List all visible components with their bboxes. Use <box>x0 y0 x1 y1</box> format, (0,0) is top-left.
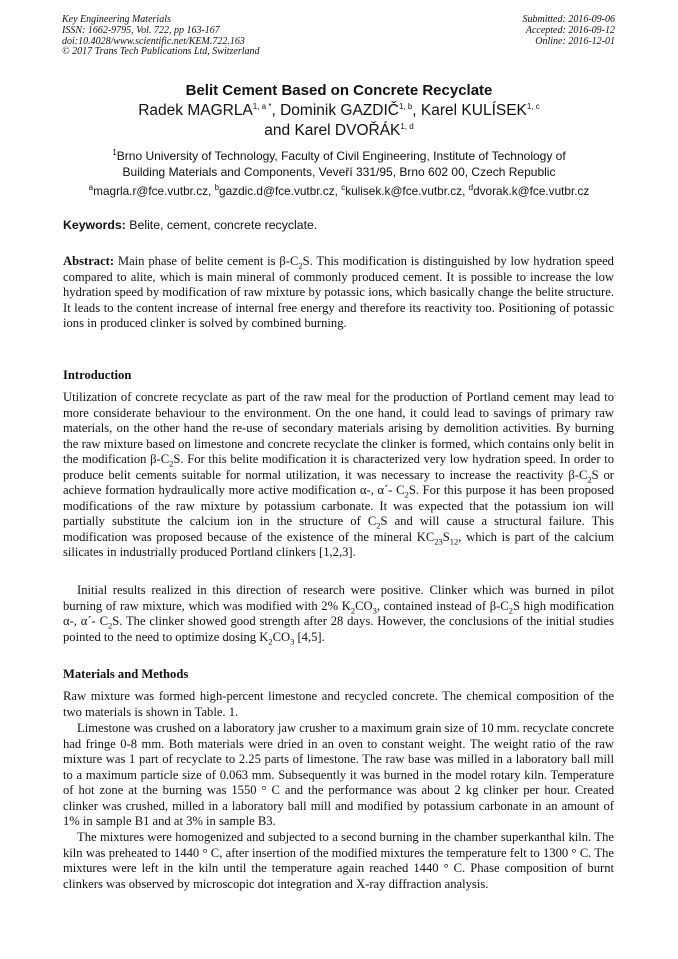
author-affiliation-marker: 1, a * <box>252 101 272 111</box>
email-link[interactable]: dvorak.k@fce.vutbr.cz <box>473 184 590 198</box>
dates-header <box>523 15 616 47</box>
subscript: 3 <box>290 636 295 647</box>
body-text: S high modification α-, α´- C <box>63 598 614 629</box>
subscript: 2 <box>376 520 381 531</box>
subscript: 2 <box>107 620 113 631</box>
subscript: 23 <box>434 536 443 547</box>
subscript: 2 <box>404 489 409 500</box>
email-marker: a <box>88 183 94 193</box>
issn-line: ISSN: 1662-9795, Vol. 722, pp 163-167 <box>62 24 220 36</box>
methods-paragraph: Limestone was crushed on a laboratory jaw crusher to a maximum grain size of 10 mm. recyclate concrete had fringe 0-8 mm. Both materials were dried in an oven to constant weight. The weight ratio of the raw mixture was 1 part of recyclate to 2.25 parts of limestone. The raw base was milled in a laboratory ball mill to a maximum particle size of 0.063 mm. Subsequently it was burned in the model rotary kiln. Temperature of hot zone at the burning was 1550 ° C and the performance was about 2 kg clinker per hour. Created clinker was crushed, milled in a laboratory ball mill and modified by potassium carbonate in an amount of 1% in sample B1 and at 3% in sample B3. <box>63 721 614 829</box>
accepted-date: Accepted: 2016-09-12 <box>525 24 615 36</box>
email-link[interactable]: gazdic.d@fce.vutbr.cz <box>219 184 335 198</box>
body-text: CO <box>272 629 291 644</box>
affiliation-marker: 1 <box>112 148 117 157</box>
introduction-paragraph <box>63 390 614 561</box>
paper-title: Belit Cement Based on Concrete Recyclate <box>185 82 493 99</box>
affiliation-text: Brno University of Technology, Faculty of Civil Engineering, Institute of Technology of Building Materials and Components, Veveří 331/95, Brno 602 00, Czech Republic <box>116 149 566 179</box>
affiliation <box>95 149 583 180</box>
subscript: 2 <box>268 636 273 647</box>
subscript: 2 <box>169 458 174 469</box>
email-marker: c <box>341 183 346 193</box>
body-text: S and will cause a structural failure. This modification was proposed because of the existence of the mineral KC <box>63 514 615 544</box>
author-name: Radek MAGRLA <box>138 102 253 119</box>
conjunction: and <box>264 122 295 139</box>
journal-header <box>62 15 260 58</box>
online-date: Online: 2016-12-01 <box>535 35 615 47</box>
doi-line: doi:10.4028/www.scientific.net/KEM.722.163 <box>62 35 245 47</box>
body-text: , which is part of the calcium silicates in industrially produced Portland clinkers [1,2,3]. <box>63 529 614 560</box>
author-affiliation-marker: 1, d <box>400 121 414 131</box>
body-text: Utilization of concrete recyclate as part of the raw meal for the production of Portland cement may lead to more considerate behaviour to the environment. On the one hand, it could lead to savings of primary raw materials, on the other hand the re-use of secondary materials arising by demolition activities. By burning the raw mixture based on limestone and concrete recyclate the clinker is formed, which contains only belit in the modification β-C <box>63 390 614 467</box>
body-text: S or achieve formation hydraulically more active modification α-, α´- C <box>63 467 614 498</box>
keywords <box>63 218 317 232</box>
subscript: 2 <box>350 605 356 616</box>
author-name: Dominik GAZDIČ <box>280 102 399 119</box>
separator: , <box>462 184 469 198</box>
body-text: S <box>442 529 450 544</box>
body-text: S. For this belite modification it is characterized very low hydration speed. In order to produce belit cements suitable for normal utilization, it was necessary to increase the reactivity β-C <box>63 452 614 482</box>
abstract-text: Main phase of belite cement is β-C <box>114 254 299 268</box>
introduction-heading: Introduction <box>63 368 132 382</box>
body-text: Initial results realized in this direction of research were positive. Clinker which was burned in pilot burning of raw mixture, which was modified with 2% K <box>63 583 614 613</box>
author-name: Karel DVOŘÁK <box>294 122 401 139</box>
methods-paragraph: The mixtures were homogenized and subjected to a second burning in the chamber superkanthal kiln. The kiln was preheated to 1440 ° C, after insertion of the modified mixtures the temperature felt to 1300 ° C. The mixtures were left in the kiln until the temperature again reached 1440 ° C. Phase composition of burnt clinkers was observed by microscopic dot integration and X-ray diffraction analysis. <box>63 830 614 891</box>
body-text: CO <box>355 598 373 613</box>
abstract <box>63 254 614 332</box>
journal-name: Key Engineering Materials <box>62 14 171 25</box>
submitted-date: Submitted: 2016-09-06 <box>522 14 615 25</box>
subscript: 2 <box>298 260 303 271</box>
subscript: 2 <box>508 605 513 616</box>
email-marker: b <box>214 183 220 193</box>
separator: , <box>412 102 421 119</box>
abstract-label: Abstract: <box>63 254 115 268</box>
keywords-text: Belite, cement, concrete recyclate. <box>125 218 318 232</box>
author-affiliation-marker: 1, b <box>398 101 413 111</box>
body-text: , contained instead of β-C <box>376 598 509 613</box>
email-list <box>0 184 678 198</box>
author-affiliation-marker: 1, c <box>526 101 540 111</box>
subscript: 2 <box>587 474 592 485</box>
body-text: [4,5]. <box>294 629 325 644</box>
email-link[interactable]: magrla.r@fce.vutbr.cz <box>93 184 209 198</box>
subscript: 3 <box>372 605 377 616</box>
abstract-text: S. This modification is distinguished by low hydration speed compared to alite, which is main mineral of commonly produced cement. It is possible to increase the low hydration speed by modification of raw mixture by potassic ions, which basically change the belite structure. It leads to the content increase of internal free energy and therefore its reactivity too. Positioning of potassic ions in produced clinker is solved by combined burning. <box>63 254 614 331</box>
author-list <box>80 101 598 141</box>
email-link[interactable]: kulisek.k@fce.vutbr.cz <box>345 184 463 198</box>
methods-heading: Materials and Methods <box>63 667 189 681</box>
email-marker: d <box>468 183 474 193</box>
copyright-line: © 2017 Trans Tech Publications Ltd, Switzerland <box>62 46 260 58</box>
keywords-label: Keywords: <box>63 218 126 232</box>
separator: , <box>271 102 281 119</box>
separator: , <box>334 184 342 198</box>
separator: , <box>208 184 215 198</box>
subscript: 12 <box>449 536 459 547</box>
body-text: S. The clinker showed good strength after 28 days. However, the conclusions of the initial studies pointed to the need to optimize dosing K <box>63 614 614 644</box>
introduction-paragraph <box>63 583 614 645</box>
author-name: Karel KULÍSEK <box>420 102 527 119</box>
body-text: S. For this purpose it has been proposed modifications of the raw mixture by potassium carbonate. It was expected that the potassium ion will partially substitute the calcium ion in the structure of C <box>63 483 614 529</box>
methods-paragraph: Raw mixture was formed high-percent limestone and recycled concrete. The chemical composition of the two materials is shown in Table. 1. <box>63 689 614 719</box>
